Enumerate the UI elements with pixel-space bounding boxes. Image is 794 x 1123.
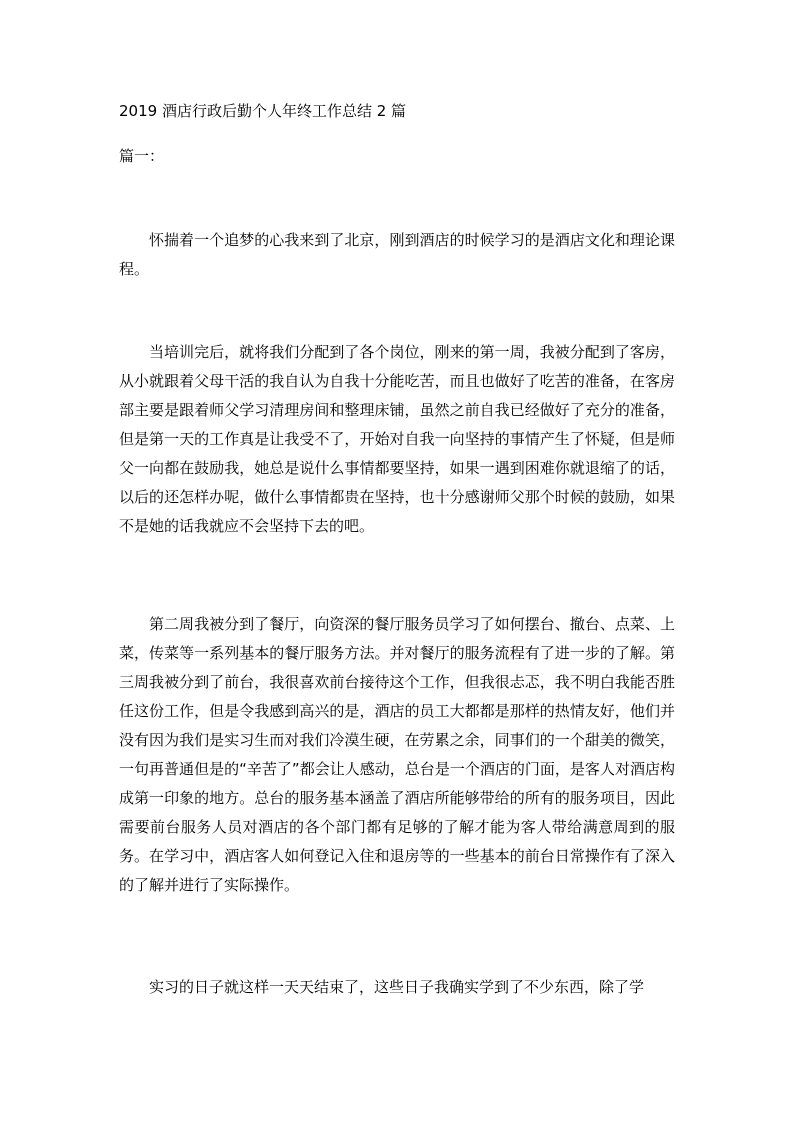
paragraph-2: 当培训完后，就将我们分配到了各个岗位，刚来的第一周，我被分配到了客房，从小就跟着父母干活的我自认为自我十分能吃苦，而且也做好了吃苦的准备，在客房部主要是跟着师父学习清理房间和整理床铺，虽然之前自我已经做好了充分的准备，但是第一天的工作真是让我受不了，开始对自我一向坚持的事情产生了怀疑，但是师父一向都在鼓励我，她总是说什么事情都要坚持，如果一遇到困难你就退缩了的话，以后的还怎样办呢，做什么事情都贵在坚持，也十分感谢师父那个时候的鼓励，如果不是她的话我就应不会坚持下去的吧。 (119, 343, 675, 535)
paragraph-1: 怀揣着一个追梦的心我来到了北京，刚到酒店的时候学习的是酒店文化和理论课程。 (119, 231, 675, 278)
section-label: 篇一： (119, 147, 165, 165)
paragraph-4: 实习的日子就这样一天天结束了，这些日子我确实学到了不少东西，除了学 (149, 978, 645, 996)
paragraph-3: 第二周我被分到了餐厅，向资深的餐厅服务员学习了如何摆台、撤台、点菜、上菜，传菜等一系列基本的餐厅服务方法。并对餐厅的服务流程有了进一步的了解。第三周我被分到了前台，我很喜欢前台接待这个工作，但我很忐忑，我不明白我能否胜任这份工作，但是令我感到高兴的是，酒店的员工大都都是那样的热情友好，他们并没有因为我们是实习生而对我们冷漠生硬，在劳累之余，同事们的一个甜美的微笑，一句再普通但是的“辛苦了”都会让人感动，总台是一个酒店的门面，是客人对酒店构成第一印象的地方。总台的服务基本涵盖了酒店所能够带给的所有的服务项目，因此需要前台服务人员对酒店的各个部门都有足够的了解才能为客人带给满意周到的服务。在学习中，酒店客人如何登记入住和退房等的一些基本的前台日常操作有了深入的了解并进行了实际操作。 (119, 615, 675, 894)
document-title: 2019 酒店行政后勤个人年终工作总结 2 篇 (119, 102, 407, 120)
